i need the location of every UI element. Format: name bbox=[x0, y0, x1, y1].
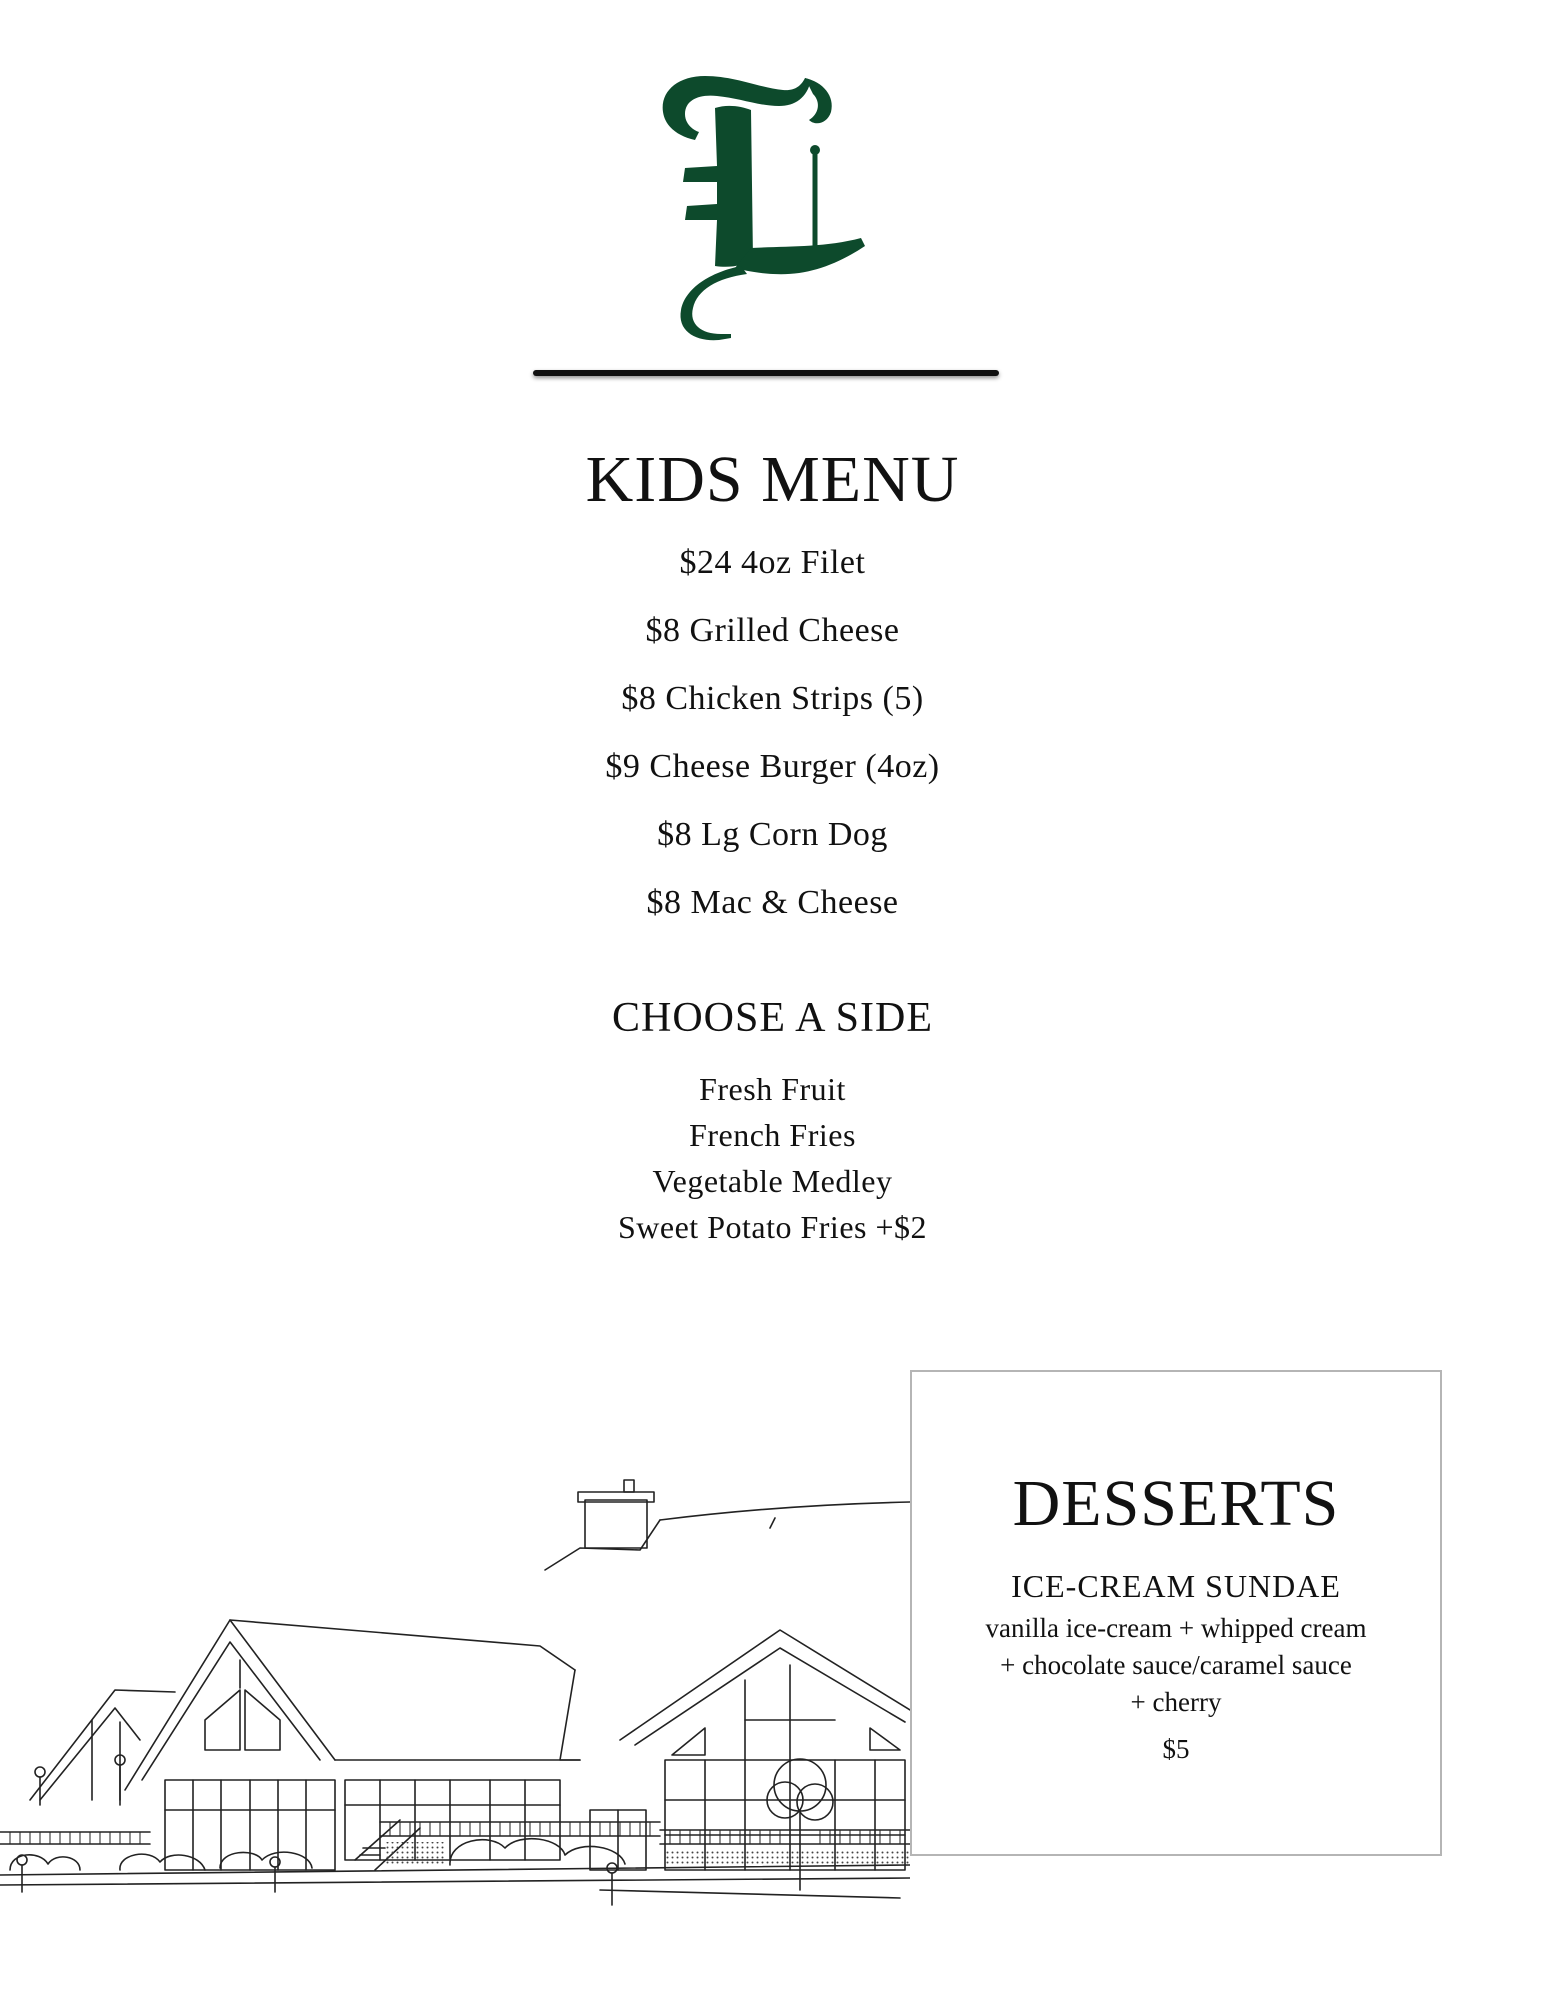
sundae-name: ICE-CREAM SUNDAE bbox=[1011, 1568, 1341, 1604]
club-logo-l bbox=[655, 70, 885, 345]
kids-menu-item: $8 Grilled Cheese bbox=[645, 612, 900, 649]
kids-menu-item: $9 Cheese Burger (4oz) bbox=[605, 748, 940, 785]
kids-menu-item: $8 Chicken Strips (5) bbox=[621, 680, 924, 717]
sundae-description-line: vanilla ice-cream + whipped cream bbox=[985, 1613, 1367, 1643]
side-item: Vegetable Medley bbox=[652, 1163, 893, 1199]
kids-menu-list bbox=[0, 538, 1545, 946]
kids-menu-item: $8 Lg Corn Dog bbox=[657, 816, 888, 853]
kids-menu-title: KIDS MENU bbox=[585, 443, 960, 516]
sundae-description-line: + cherry bbox=[1130, 1687, 1222, 1717]
desserts-panel bbox=[910, 1370, 1442, 1856]
sundae-description bbox=[912, 1610, 1440, 1721]
clubhouse-illustration bbox=[0, 1460, 910, 1920]
kids-menu-item: $8 Mac & Cheese bbox=[646, 884, 899, 921]
side-item: French Fries bbox=[689, 1117, 856, 1153]
sides-title: CHOOSE A SIDE bbox=[611, 995, 934, 1041]
sides-list bbox=[0, 1066, 1545, 1250]
side-item: Fresh Fruit bbox=[699, 1071, 846, 1107]
side-item: Sweet Potato Fries +$2 bbox=[617, 1209, 928, 1245]
sundae-price: $5 bbox=[1162, 1734, 1190, 1764]
kids-menu-item: $24 4oz Filet bbox=[679, 544, 866, 581]
sundae-description-line: + chocolate sauce/caramel sauce bbox=[1000, 1650, 1352, 1680]
desserts-title: DESSERTS bbox=[1012, 1467, 1340, 1540]
divider-rule bbox=[533, 370, 999, 376]
